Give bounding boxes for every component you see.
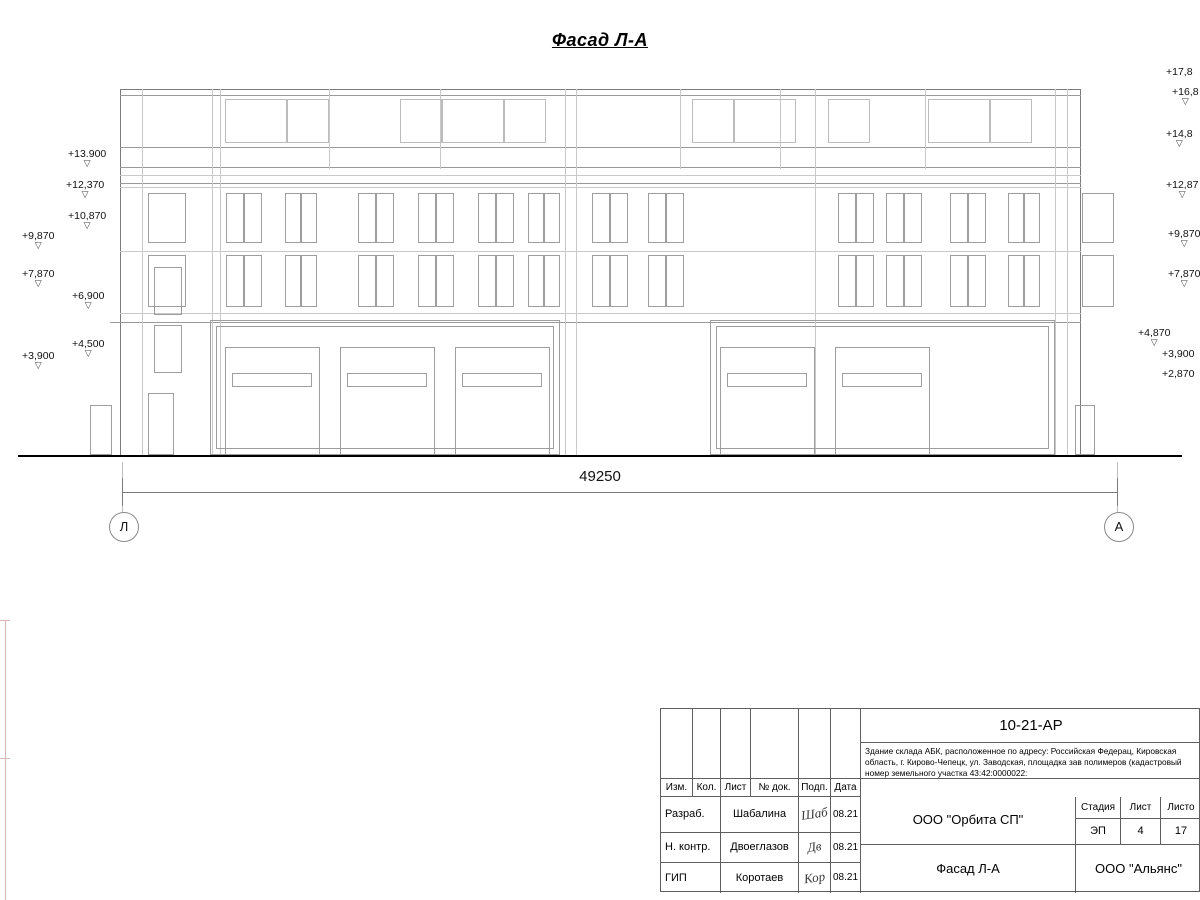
window bbox=[148, 193, 186, 243]
stamp-sheet-title-cell bbox=[861, 845, 1076, 893]
stamp-stage-value bbox=[1076, 819, 1121, 845]
window bbox=[950, 193, 968, 243]
window bbox=[950, 255, 968, 307]
gate-window bbox=[232, 373, 312, 387]
stamp-empty-cell bbox=[751, 709, 799, 779]
window bbox=[1024, 193, 1040, 243]
gate-window bbox=[462, 373, 542, 387]
stamp-col-kol: Кол. bbox=[696, 781, 717, 793]
side-door-right bbox=[1075, 405, 1095, 455]
stamp-col-izm: Изм. bbox=[665, 781, 688, 793]
stamp-date-razrab: 08.21 bbox=[832, 808, 859, 820]
window bbox=[666, 255, 684, 307]
window bbox=[244, 255, 262, 307]
stamp-col-doc: № док. bbox=[758, 781, 791, 793]
signature: Шаб bbox=[800, 804, 829, 823]
stamp-col-header bbox=[751, 779, 799, 797]
attic-window bbox=[287, 99, 329, 143]
sheet-frame-left-tick-2 bbox=[0, 758, 10, 759]
gate bbox=[835, 347, 930, 455]
level-mark: +4,870 ▽ bbox=[1138, 327, 1171, 347]
level-mark: +9,870 ▽ bbox=[1168, 228, 1200, 248]
builder-organization: ООО "Альянс" bbox=[1095, 860, 1182, 876]
stamp-sheet-value bbox=[1121, 819, 1161, 845]
attic-window bbox=[828, 99, 870, 143]
stamp-empty-cell bbox=[721, 709, 751, 779]
window bbox=[285, 255, 301, 307]
floor-line-3 bbox=[120, 183, 1081, 184]
elevation-drawing bbox=[20, 75, 1180, 455]
level-mark: +14,8 ▽ bbox=[1166, 128, 1193, 148]
attic-band-line-1 bbox=[120, 147, 1081, 148]
floor-line-3b bbox=[120, 187, 1081, 188]
attic-window bbox=[990, 99, 1032, 143]
stamp-role-razrab: Разраб. bbox=[665, 808, 705, 821]
stamp-date-nkontr: 08.21 bbox=[832, 841, 859, 853]
window bbox=[592, 255, 610, 307]
attic-window bbox=[442, 99, 504, 143]
window bbox=[358, 255, 376, 307]
stamp-role-cell bbox=[661, 797, 721, 833]
level-mark: +4,500 ▽ bbox=[72, 338, 105, 358]
stamp-sign-cell bbox=[799, 863, 831, 893]
stamp-date-cell bbox=[831, 797, 861, 833]
level-mark: +6,900 ▽ bbox=[72, 290, 105, 310]
window bbox=[496, 255, 514, 307]
window bbox=[904, 255, 922, 307]
building-outline-left bbox=[120, 89, 121, 455]
attic-window bbox=[504, 99, 546, 143]
sheets-header: Листо bbox=[1167, 801, 1195, 813]
gate-window bbox=[842, 373, 922, 387]
stamp-role-cell bbox=[661, 833, 721, 863]
attic-window bbox=[225, 99, 287, 143]
sheet-header: Лист bbox=[1129, 801, 1152, 813]
facade-joint-4b bbox=[576, 89, 577, 455]
window bbox=[592, 193, 610, 243]
facade-joint-8 bbox=[925, 89, 926, 169]
window bbox=[528, 193, 544, 243]
window bbox=[610, 255, 628, 307]
window bbox=[544, 193, 560, 243]
side-door bbox=[90, 405, 112, 455]
window bbox=[358, 193, 376, 243]
stamp-code-cell bbox=[861, 709, 1200, 743]
facade-joint-9b bbox=[1067, 89, 1068, 455]
window bbox=[301, 193, 317, 243]
parapet-line bbox=[120, 95, 1081, 96]
level-mark: +7,870 ▽ bbox=[22, 268, 55, 288]
facade-joint-5 bbox=[680, 89, 681, 169]
attic-window bbox=[692, 99, 734, 143]
stamp-name-razrab: Шабалина bbox=[732, 808, 787, 821]
window bbox=[301, 255, 317, 307]
window bbox=[1008, 193, 1024, 243]
window bbox=[376, 193, 394, 243]
stamp-builder-org-cell bbox=[1076, 845, 1200, 893]
stamp-role-nkontr: Н. контр. bbox=[665, 841, 711, 854]
window bbox=[436, 193, 454, 243]
window bbox=[226, 255, 244, 307]
window bbox=[968, 255, 986, 307]
ground-line bbox=[18, 455, 1182, 457]
stamp-empty-cell bbox=[831, 709, 861, 779]
stamp-col-header bbox=[693, 779, 721, 797]
window bbox=[886, 255, 904, 307]
sheets-value: 17 bbox=[1174, 825, 1188, 838]
stage-header: Стадия bbox=[1080, 801, 1116, 813]
window bbox=[285, 193, 301, 243]
stamp-address-cell bbox=[861, 743, 1200, 779]
window bbox=[1008, 255, 1024, 307]
axis-bubble-left: Л bbox=[109, 512, 139, 542]
level-mark: +12,87 ▽ bbox=[1166, 179, 1199, 199]
window bbox=[648, 193, 666, 243]
window bbox=[478, 193, 496, 243]
window bbox=[478, 255, 496, 307]
stage-value: ЭП bbox=[1090, 825, 1106, 838]
level-mark: +16,8 ▽ bbox=[1172, 86, 1199, 106]
stamp-date-cell bbox=[831, 833, 861, 863]
level-mark: +12,370 ▽ bbox=[66, 179, 105, 199]
gate-window bbox=[347, 373, 427, 387]
stamp-role-cell bbox=[661, 863, 721, 893]
building-outline-top bbox=[120, 89, 1081, 90]
window bbox=[544, 255, 560, 307]
stamp-date-gip: 08.21 bbox=[832, 872, 859, 884]
overall-dimension-label: 49250 bbox=[579, 468, 621, 485]
attic-band-line-2 bbox=[120, 167, 1081, 168]
sheet-frame-left-tick-1 bbox=[0, 620, 10, 621]
stamp-empty-cell bbox=[799, 709, 831, 779]
stair-window bbox=[154, 325, 182, 373]
stamp-sheet-header bbox=[1121, 797, 1161, 819]
facade-joint-9 bbox=[1055, 89, 1056, 455]
gate bbox=[455, 347, 550, 455]
window bbox=[886, 193, 904, 243]
project-code: 10-21-АР bbox=[999, 716, 1063, 734]
stamp-name-nkontr: Двоеглазов bbox=[730, 841, 789, 854]
level-mark: +10,870 ▽ bbox=[68, 210, 107, 230]
stamp-name-cell bbox=[721, 863, 799, 893]
window bbox=[226, 193, 244, 243]
window bbox=[610, 193, 628, 243]
window bbox=[436, 255, 454, 307]
sheet-title: Фасад Л-А bbox=[936, 860, 1000, 876]
attic-window bbox=[734, 99, 796, 143]
building-outline-right bbox=[1080, 89, 1081, 455]
level-mark: +13.900 ▽ bbox=[68, 148, 107, 168]
window bbox=[968, 193, 986, 243]
stair-window bbox=[154, 267, 182, 315]
attic-window bbox=[928, 99, 990, 143]
signature: Кор bbox=[802, 868, 826, 886]
window bbox=[856, 193, 874, 243]
stamp-empty-cell bbox=[693, 709, 721, 779]
window bbox=[838, 193, 856, 243]
window bbox=[496, 193, 514, 243]
level-mark: +7,870 ▽ bbox=[1168, 268, 1200, 288]
floor-line-2 bbox=[120, 251, 1081, 252]
project-address: Здание склада АБК, расположенное по адресу: Российская Федерац, Кировская область, г. Кирово-Чепецк, ул. Заводская, площадка зав полимеров (кадастровый номер земельного участка 43:42:0000022: bbox=[865, 746, 1182, 778]
stamp-col-header bbox=[661, 779, 693, 797]
facade-joint-4 bbox=[565, 89, 566, 455]
level-mark: +3,900 ▽ bbox=[22, 350, 55, 370]
stamp-col-header bbox=[831, 779, 861, 797]
gate bbox=[225, 347, 320, 455]
window bbox=[528, 255, 544, 307]
window bbox=[1082, 255, 1114, 307]
stamp-col-header bbox=[799, 779, 831, 797]
level-mark: +17,8 bbox=[1166, 66, 1193, 78]
gate bbox=[340, 347, 435, 455]
stamp-col-podp: Подп. bbox=[801, 781, 828, 793]
entrance-door bbox=[148, 393, 174, 455]
stamp-designer-org-cell bbox=[861, 797, 1076, 845]
stamp-name-gip: Коротаев bbox=[735, 871, 784, 884]
stamp-col-list: Лист bbox=[724, 781, 747, 793]
window bbox=[418, 193, 436, 243]
designer-organization: ООО "Орбита СП" bbox=[912, 812, 1024, 828]
signature: Дв bbox=[806, 838, 823, 855]
stamp-sign-cell bbox=[799, 833, 831, 863]
window bbox=[418, 255, 436, 307]
stamp-name-cell bbox=[721, 833, 799, 863]
stamp-col-header bbox=[721, 779, 751, 797]
overall-dimension-line bbox=[122, 492, 1117, 493]
window bbox=[856, 255, 874, 307]
gate bbox=[720, 347, 815, 455]
level-mark: +9,870 ▽ bbox=[22, 230, 55, 250]
window bbox=[376, 255, 394, 307]
stamp-role-gip: ГИП bbox=[665, 871, 687, 884]
stamp-stage-header bbox=[1076, 797, 1121, 819]
stamp-col-data: Дата bbox=[834, 781, 857, 793]
stamp-date-cell bbox=[831, 863, 861, 893]
window bbox=[838, 255, 856, 307]
window bbox=[1082, 193, 1114, 243]
axis-bubble-right: А bbox=[1104, 512, 1134, 542]
stair-tower-edge bbox=[142, 89, 143, 455]
facade-joint-2 bbox=[329, 89, 330, 169]
sheet-value: 4 bbox=[1137, 825, 1144, 838]
window bbox=[1024, 255, 1040, 307]
floor-line-1 bbox=[120, 313, 1081, 314]
window bbox=[666, 193, 684, 243]
stamp-sheets-value bbox=[1161, 819, 1200, 845]
level-mark: +3,900 bbox=[1162, 348, 1195, 360]
attic-window bbox=[400, 99, 442, 143]
gate-window bbox=[727, 373, 807, 387]
sheet-frame-left bbox=[5, 620, 6, 900]
window bbox=[904, 193, 922, 243]
window bbox=[244, 193, 262, 243]
stamp-name-cell bbox=[721, 797, 799, 833]
window bbox=[648, 255, 666, 307]
page-title: Фасад Л-А bbox=[551, 30, 649, 50]
stamp-empty-cell bbox=[661, 709, 693, 779]
level-mark: +2,870 bbox=[1162, 368, 1195, 380]
title-block bbox=[660, 708, 1200, 892]
attic-band-line-3 bbox=[120, 175, 1081, 176]
stamp-sign-cell bbox=[799, 797, 831, 833]
stamp-sheets-header bbox=[1161, 797, 1200, 819]
